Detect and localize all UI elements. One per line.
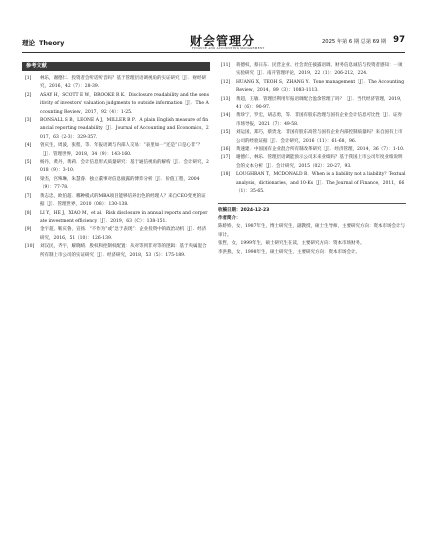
reference-number: [7] xyxy=(25,193,32,199)
notes-divider xyxy=(218,203,406,204)
references-list-right xyxy=(218,62,406,197)
author-bio: 陈娇娇，女，1987年生，博士研究生，副教授，硕士生导师，主要研究方向：资本市场会计与审计。 xyxy=(218,224,405,238)
reference-item xyxy=(22,176,210,193)
references-title: 参考文献 xyxy=(22,62,210,71)
reference-item xyxy=(22,226,210,243)
author-list xyxy=(218,223,406,257)
reference-item xyxy=(22,159,210,176)
reference-text: 谢德仁，林乐．管理层语调能预示公司未来业绩吗？基于我国上市公司年度业绩说明会的文本分析［J］．会计研究，2015（02）：20-27，93. xyxy=(236,155,403,169)
reference-item xyxy=(22,142,210,159)
reference-item xyxy=(22,75,210,92)
reference-text: 黄速建．中国国有企业混合所有制改革研究［J］．经济管理，2014，36（7）：1-10. xyxy=(236,147,405,153)
reference-number: [6] xyxy=(25,176,32,182)
reference-text: 黄超，王敏．管理层利用年报语调配合盈余管理了吗？［J］．当代经济管理，2019，41（6）：90-97. xyxy=(236,96,405,111)
reference-item xyxy=(218,62,406,79)
reference-item xyxy=(218,96,406,113)
reference-number: [3] xyxy=(25,118,32,124)
issue-info: 2025 年第 6 期 总第 69 期 xyxy=(322,39,387,45)
reference-number: [4] xyxy=(25,143,32,149)
section-label-cn: 理论 xyxy=(22,39,35,47)
journal-logo-text: 财会管理分 xyxy=(190,34,256,48)
reference-text: LI Y，HE J，XIAO M，et al．Risk disclosure in annual reports and corporate investment efficiency［J］．2019，63（C）：138-151. xyxy=(40,210,208,224)
reference-text: HUANG X，TEOH S，ZHANG Y．Tone management［J］．The Accounting Review，2014，89（3）：1083-1113. xyxy=(236,79,405,94)
reference-number: [5] xyxy=(25,160,32,166)
page-header xyxy=(22,30,405,53)
reference-number: [9] xyxy=(25,227,32,233)
reference-item xyxy=(22,117,210,142)
reference-text: 蒋德权，蔡日东．民营企业、社会责任披露语调、财务信息诚信与投资者感知：一项实验研究［J］．南开管理评论，2019，22（1）：206-212，224. xyxy=(236,63,403,77)
reference-number: [14] xyxy=(221,113,231,119)
reference-number: [15] xyxy=(221,130,231,136)
reference-item xyxy=(218,129,406,146)
reference-item xyxy=(218,154,406,171)
reference-item xyxy=(218,146,406,154)
reference-number: [8] xyxy=(25,210,32,216)
section-label-en: Theory xyxy=(39,39,65,47)
reference-item xyxy=(218,112,406,129)
reference-number: [18] xyxy=(221,172,231,178)
right-column xyxy=(218,62,406,257)
journal-logo-subtitle: FINANCE AND ACCOUNTING MANAGEMENT xyxy=(192,47,265,50)
reference-text: LOUGHRAN T，MCDONALD B．When is a liability not a liability？Textual analysis，dictionaries，and 10-Ks［J］．The Journal of Finance，2011，66（1）：35-65. xyxy=(236,172,406,195)
reference-text: 梁杰，宫殊琳，朱慧睿．独立董事对信息披露的博弈分析［J］．价值工程，2004（9）：77-78. xyxy=(40,176,200,191)
reference-text: 刘汉民，齐宇，解晓晴．股权和控制权配置：从对等到非对等的逻辑：基于央属混合所有制上市公司的实证研究［J］．经济研究，2018，53（5）：175-189. xyxy=(40,244,207,258)
reference-number: [13] xyxy=(221,96,231,102)
reference-number: [12] xyxy=(221,79,231,85)
reference-text: 杨丹，黄丹，黄莉．会计信息形式质量研究：基于通信视角的解构［J］．会计研究，2018（9）：3-10. xyxy=(40,160,209,174)
left-column xyxy=(22,62,210,260)
reference-text: 曾庆生，周波，张程，等．年报语调与内部人交易：“表里如一”还是“口是心非”？［J］．管理世界，2018，34（9）：143-160. xyxy=(40,143,203,157)
received-date: 收稿日期：2024-12-23 xyxy=(218,207,270,213)
author-bio: 张哲，女，1999年生，硕士研究生在读，主要研究方向：资本市场财务。 xyxy=(218,241,365,247)
reference-number: [10] xyxy=(25,244,35,250)
page-number: 97 xyxy=(393,35,405,45)
journal-logo xyxy=(190,32,265,50)
references-list-left xyxy=(22,75,210,260)
reference-text: BONSALL S B，LEONE A J，MILLER B P．A plain English measure of financial reporting readability［J］．Journal of Accounting and Economics，2017，63（2-3）：329-357. xyxy=(40,118,209,140)
reference-number: [16] xyxy=(221,147,231,153)
author-bio: 李洪燕，女，1998年生，硕士研究生，主要研究方向：资本市场会计。 xyxy=(218,249,360,255)
reference-number: [2] xyxy=(25,92,32,98)
reference-text: ASAY H，SCOTT E W，BROOKE R K．Disclosure readability and the sensitivity of investors' valuation judgments to outside information［J］．The Accounting Review，2017，92（4）：1-25. xyxy=(40,92,210,115)
reference-text: 黄珍宁，罗宏，胡志勇，等．非国有股东治理与国有企业会计信息可比性［J］．证券市场导报，2021（7）：49-58. xyxy=(236,113,403,127)
section-label xyxy=(22,38,64,47)
reference-text: 黄志忠，欧伯超．哪种模式的MBA项目能够培养出色的经理人？来自CEO变更的证据［J］．管理世界，2010（08）：130-138. xyxy=(40,193,206,208)
author-intro-heading: 作者简介： xyxy=(218,215,241,221)
reference-item xyxy=(218,171,406,196)
reference-item xyxy=(22,210,210,227)
reference-text: 林乐，谢德仁．投资者会听话听音吗？基于管理层语调视角的实证研究［J］．财经研究，2016，42（7）：28-39. xyxy=(40,76,207,90)
reference-number: [17] xyxy=(221,155,231,161)
reference-item xyxy=(22,193,210,210)
reference-number: [1] xyxy=(25,76,32,81)
reference-number: [11] xyxy=(221,63,231,68)
reference-item xyxy=(218,79,406,96)
reference-text: 金宇超，靳庆鲁，宣扬．“不作为”或“急于表现”：企业投资中的政治动机［J］．经济研究，2016，51（10）：126-139. xyxy=(40,227,207,241)
reference-item xyxy=(22,243,210,260)
reference-item xyxy=(22,92,210,117)
reference-text: 刘运国，郑巧，蔡贵龙．非国有股东高管与国有企业内部控制质量吗？来自国有上市公司的经验证据［J］．会计研究，2016（11）：61-68，96. xyxy=(236,130,403,144)
